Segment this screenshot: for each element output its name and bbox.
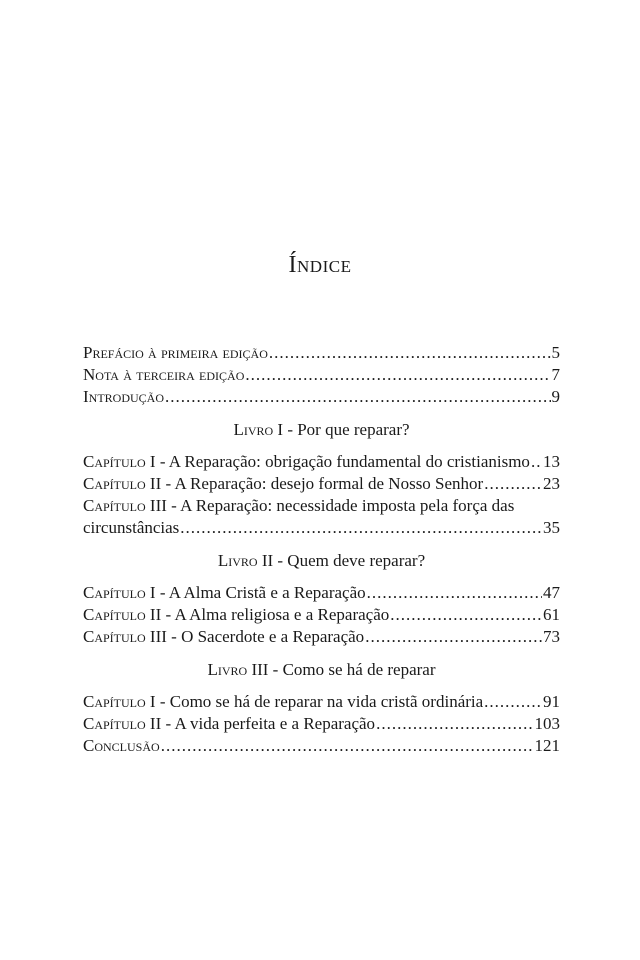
dot-leader [269,342,551,364]
toc-entry-label [83,713,375,735]
toc-chapter-entry[interactable] [83,451,560,473]
book-heading [83,550,560,572]
chapter-title: III - O Sacerdote e a Reparação [145,627,365,646]
dot-leader [365,626,542,648]
page-title: Índice [288,252,352,278]
toc-chapter-entry[interactable] [83,691,560,713]
toc-chapter-entry[interactable] [83,495,560,539]
toc-entry-continuation [83,517,560,539]
table-of-contents [83,342,560,757]
chapter-prefix: Capítulo [83,496,146,515]
toc-page-number: 121 [534,736,560,755]
dot-leader [531,451,542,473]
toc-entry-label: Conclusão [83,736,160,755]
toc-page-number: 47 [543,583,560,602]
chapter-prefix: Capítulo [83,452,146,471]
dot-leader [161,735,534,757]
toc-entry-label [83,691,483,713]
toc-page-number: 103 [534,714,560,733]
chapter-title: II - A vida perfeita e a Reparação [145,714,376,733]
toc-chapter-entry[interactable] [83,626,560,648]
chapter-title: I - A Alma Cristã e a Reparação [145,583,366,602]
toc-entry-label [83,604,389,626]
toc-entry-introduction[interactable] [83,386,560,408]
book-title: III - Como se há de reparar [247,660,436,679]
dot-leader [376,713,533,735]
book-heading [83,659,560,681]
toc-chapter-entry[interactable] [83,713,560,735]
dot-leader [180,517,542,539]
toc-chapter-entry[interactable] [83,604,560,626]
book-heading [83,419,560,441]
toc-entry-conclusion[interactable] [83,735,560,757]
book-title: I - Por que reparar? [273,420,410,439]
toc-chapter-entry[interactable] [83,473,560,495]
toc-entry-label: Introdução [83,387,164,406]
toc-page-number: 91 [543,692,560,711]
toc-page-number: 9 [551,387,560,406]
dot-leader [390,604,542,626]
chapter-prefix: Capítulo [83,474,146,493]
toc-entry-label [83,473,483,495]
dot-leader [484,473,542,495]
dot-leader [367,582,542,604]
toc-entry-label [83,451,530,473]
chapter-title: III - A Reparação: necessidade imposta pela força das [145,496,515,515]
chapter-prefix: Capítulo [83,692,146,711]
toc-page-number: 35 [543,518,560,537]
dot-leader [245,364,550,386]
toc-entry-note[interactable] [83,364,560,386]
toc-entry-preface[interactable] [83,342,560,364]
toc-page-number: 5 [551,343,560,362]
book-prefix: Livro [217,551,258,570]
toc-page-number: 23 [543,474,560,493]
chapter-prefix: Capítulo [83,714,146,733]
book-prefix: Livro [207,660,248,679]
toc-page-number: 7 [551,365,560,384]
toc-entry-label: Nota à terceira edição [83,365,245,384]
book-title: II - Quem deve reparar? [257,551,426,570]
toc-entry-label [83,626,364,648]
toc-page-number: 13 [543,452,560,471]
toc-page-number: 61 [543,605,560,624]
chapter-title: II - A Reparação: desejo formal de Nosso Senhor [145,474,484,493]
toc-page-number: 73 [543,627,560,646]
chapter-prefix: Capítulo [83,627,146,646]
chapter-title: II - A Alma religiosa e a Reparação [145,605,390,624]
toc-entry-label [83,582,366,604]
chapter-title-continuation: circunstâncias [83,518,180,537]
toc-entry-label: Prefácio à primeira edição [83,343,268,362]
dot-leader [165,386,551,408]
toc-chapter-entry[interactable] [83,582,560,604]
chapter-title: I - A Reparação: obrigação fundamental do cristianismo [145,452,530,471]
toc-entry-label [83,495,560,517]
dot-leader [484,691,542,713]
chapter-prefix: Capítulo [83,583,146,602]
chapter-title: I - Como se há de reparar na vida cristã ordinária [145,692,484,711]
chapter-prefix: Capítulo [83,605,146,624]
book-prefix: Livro [233,420,274,439]
